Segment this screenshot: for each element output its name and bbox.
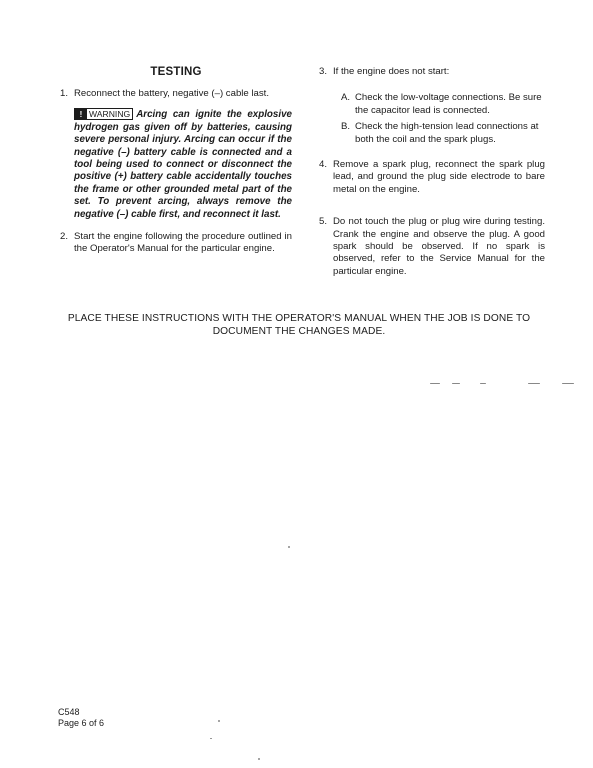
step-text: If the engine does not start: — [333, 66, 450, 77]
substep-letter: B. — [341, 121, 351, 133]
scan-speck — [528, 383, 540, 384]
warning-block — [74, 108, 292, 221]
warning-triangle-icon: ! — [75, 109, 87, 119]
scan-speck — [210, 738, 212, 739]
scan-speck — [218, 720, 220, 722]
page-number: Page 6 of 6 — [58, 718, 105, 728]
substep-text: Check the high-tension lead connections at both the coil and the spark plugs. — [355, 121, 539, 145]
scan-speck — [258, 758, 260, 760]
step-number: 1. — [60, 88, 69, 99]
step-text: Reconnect the battery, negative (–) cable last. — [74, 88, 270, 99]
substep-a — [341, 92, 545, 117]
step-2 — [60, 231, 292, 256]
step-5 — [319, 216, 545, 278]
document-code: C548 — [58, 707, 80, 717]
step-text: Remove a spark plug, reconnect the spark plug lead, and ground the plug side electrode to bare metal on the engine. — [333, 159, 545, 195]
step-number: 5. — [319, 216, 328, 228]
step-text: Start the engine following the procedure outlined in the Operator's Manual for the particular engine. — [74, 231, 292, 255]
scan-speck — [480, 383, 486, 384]
scan-speck — [452, 383, 460, 384]
right-column — [319, 66, 545, 278]
warning-text: Arcing can ignite the explosive hydrogen gas given off by batteries, causing severe personal injury. Arcing can occur if the negative (–) battery cable is connected and a tool being used to connect or disconnect the positive (+) battery cable accidentally touches the frame or other grounded metal part of the set. To prevent arcing, always remove the negative (–) cable first, and reconnect it last. — [74, 109, 292, 220]
footer — [58, 707, 104, 729]
step-text: Do not touch the plug or plug wire during testing. Crank the engine and observe the plug. A good spark should be observed. If no spark is observed, refer to the Service Manual for the particular engine. — [333, 216, 545, 277]
substep-b — [341, 121, 545, 146]
scan-speck — [288, 546, 290, 548]
substep-letter: A. — [341, 92, 351, 104]
scan-speck — [562, 383, 574, 384]
step-number: 2. — [60, 231, 69, 243]
substep-text: Check the low-voltage connections. Be sure the capacitor lead is connected. — [355, 92, 542, 116]
warning-badge-label: WARNING — [89, 109, 131, 120]
left-column — [60, 66, 292, 256]
step-3 — [319, 66, 545, 78]
notice-text: PLACE THESE INSTRUCTIONS WITH THE OPERATOR'S MANUAL WHEN THE JOB IS DONE TO DOCUMENT THE CHANGES MADE. — [67, 313, 531, 337]
step-number: 3. — [319, 66, 328, 77]
section-heading: TESTING — [150, 66, 202, 78]
step-1 — [60, 88, 292, 100]
scan-speck — [430, 383, 440, 384]
step-4 — [319, 159, 545, 196]
warning-badge — [74, 108, 133, 120]
step-number: 4. — [319, 159, 328, 171]
